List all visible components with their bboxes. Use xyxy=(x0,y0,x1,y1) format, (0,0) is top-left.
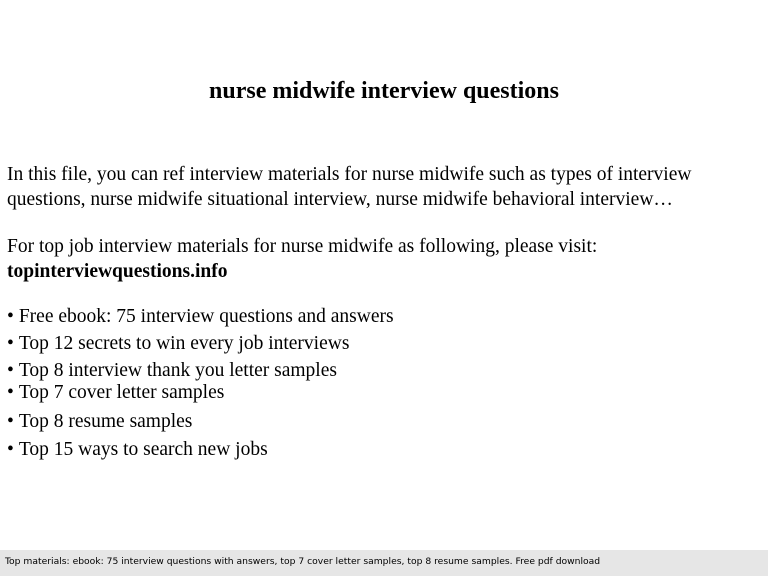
slide-title: nurse midwife interview questions xyxy=(209,78,559,104)
list-item xyxy=(7,360,337,382)
visit-paragraph xyxy=(7,234,763,284)
footer-bar xyxy=(0,550,768,576)
bullet-icon: • xyxy=(7,333,14,354)
bullet-icon: • xyxy=(7,439,14,460)
list-item-text: Top 15 ways to search new jobs xyxy=(18,439,268,460)
list-item-text: Top 7 cover letter samples xyxy=(18,382,225,403)
visit-text: For top job interview materials for nurse midwife as following, please visit: xyxy=(7,236,598,257)
list-item xyxy=(7,382,224,404)
list-item xyxy=(7,411,192,433)
list-item-text: Top 12 secrets to win every job interviews xyxy=(18,333,350,354)
list-item xyxy=(7,333,349,355)
site-link[interactable]: topinterviewquestions.info xyxy=(7,261,228,282)
bullet-icon: • xyxy=(7,411,14,432)
intro-paragraph: In this file, you can ref interview materials for nurse midwife such as types of interview questions, nurse midwife situational interview, nurse midwife behavioral interview… xyxy=(7,164,692,210)
bullet-icon: • xyxy=(7,360,14,381)
list-item xyxy=(7,306,394,328)
list-item-text: Free ebook: 75 interview questions and answers xyxy=(18,306,394,327)
list-item-text: Top 8 interview thank you letter samples xyxy=(18,360,337,381)
footer-text: Top materials: ebook: 75 interview questions with answers, top 7 cover letter samples, top 8 resume samples. Free pdf download xyxy=(5,556,601,567)
bullet-icon: • xyxy=(7,306,14,327)
bullet-icon: • xyxy=(7,382,14,403)
list-item xyxy=(7,439,268,461)
list-item-text: Top 8 resume samples xyxy=(18,411,193,432)
